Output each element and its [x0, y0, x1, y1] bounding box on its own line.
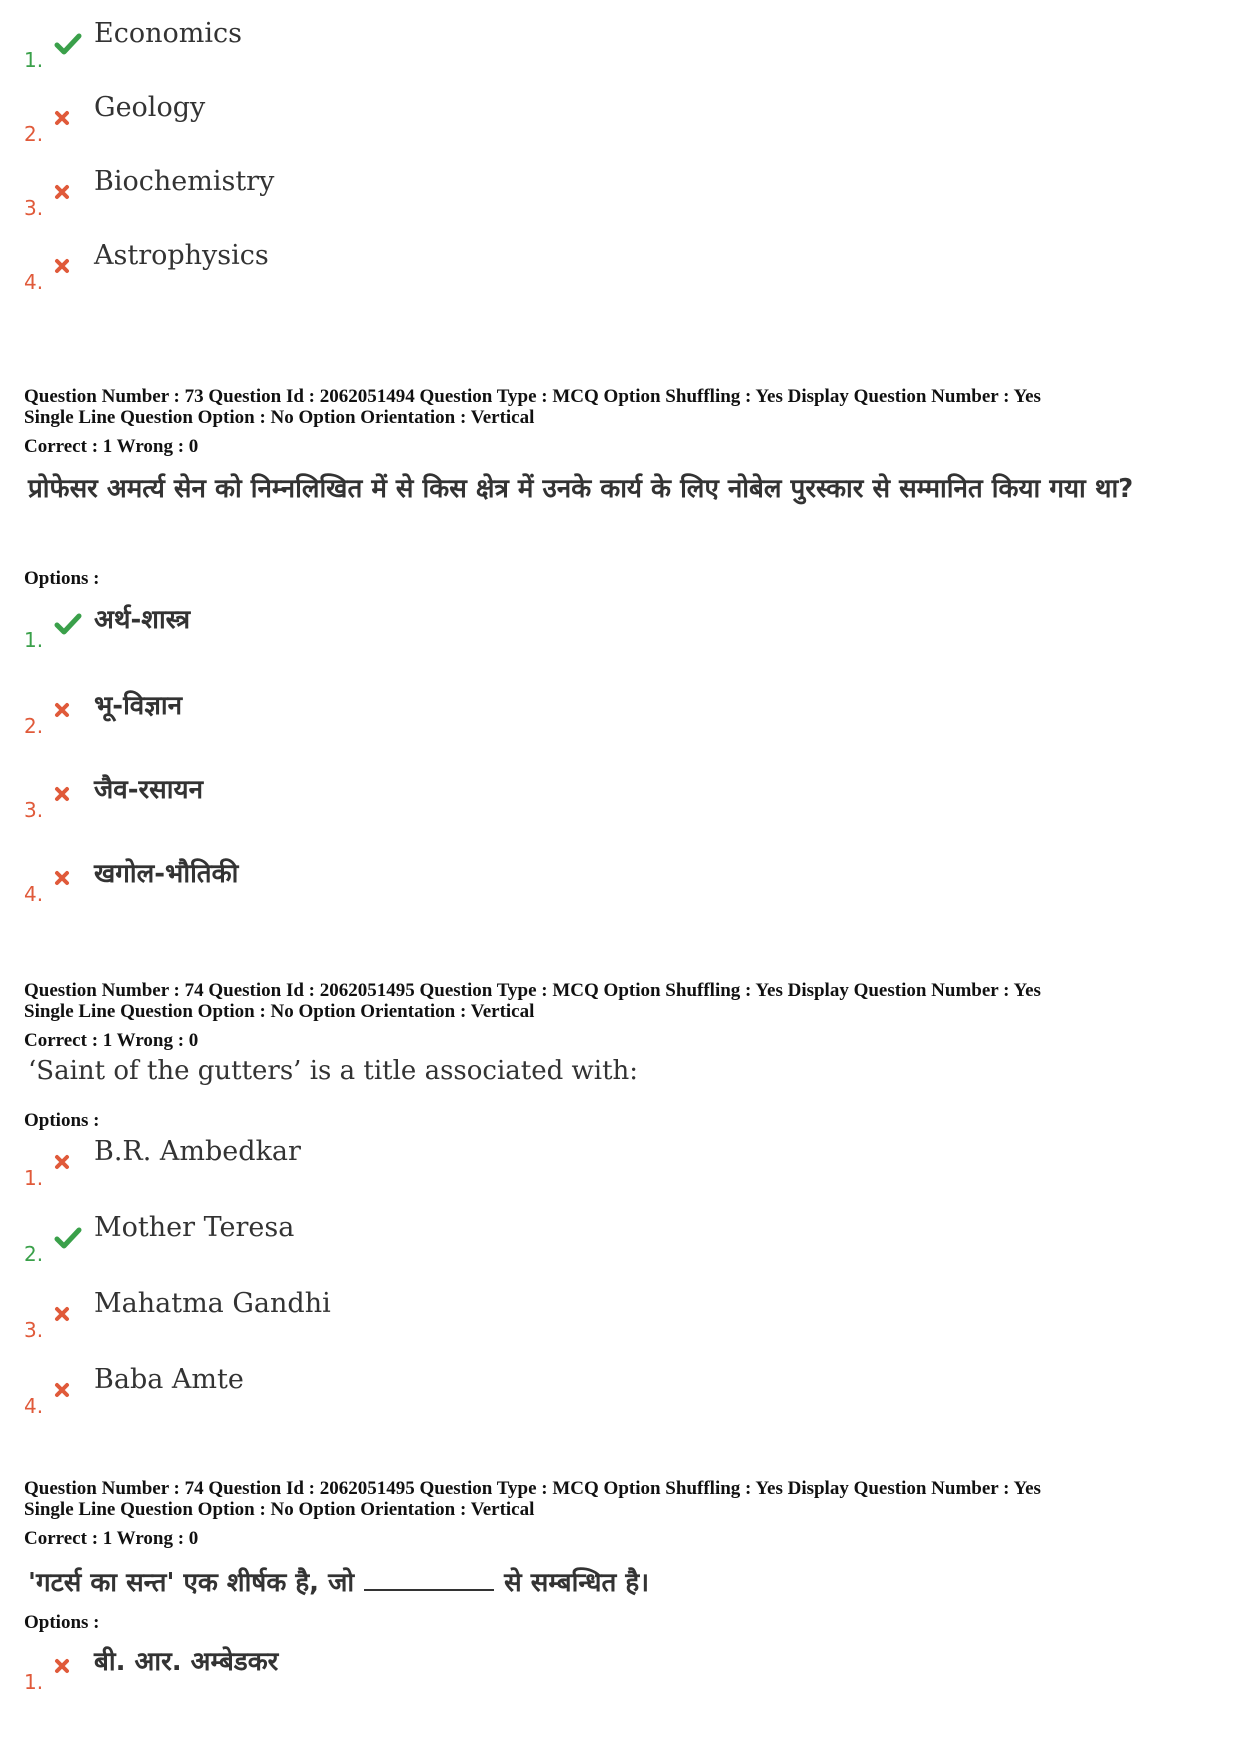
q73-options-label: Options :	[24, 568, 100, 589]
cross-icon	[54, 1658, 70, 1674]
q74-option-2	[24, 1212, 1124, 1266]
check-icon	[54, 32, 82, 56]
option-number: 1.	[24, 1670, 44, 1694]
option-text: B.R. Ambedkar	[94, 1136, 301, 1167]
option-text: जैव-रसायन	[94, 775, 203, 805]
cross-icon	[54, 1154, 70, 1170]
q73-question-text: प्रोफेसर अमर्त्य सेन को निम्नलिखित में से किस क्षेत्र में उनके कार्य के लिए नोबेल पुरस्कार से सम्मानित किया गया था?	[28, 474, 1134, 504]
option-number: 4.	[24, 270, 44, 294]
option-text: भू-विज्ञान	[94, 691, 183, 721]
q74-score: Correct : 1 Wrong : 0	[24, 1030, 199, 1051]
q74-option-4	[24, 1364, 1124, 1418]
check-icon	[54, 1226, 82, 1250]
check-icon	[54, 612, 82, 636]
q74-hindi-options-label: Options :	[24, 1612, 100, 1633]
option-text: बी. आर. अम्बेडकर	[94, 1647, 279, 1677]
q72-option-1	[24, 18, 1124, 72]
option-number: 3.	[24, 1318, 44, 1342]
option-number: 1.	[24, 628, 44, 652]
cross-icon	[54, 786, 70, 802]
option-number: 1.	[24, 48, 44, 72]
question-part: से सम्बन्धित है।	[504, 1568, 650, 1598]
q73-score: Correct : 1 Wrong : 0	[24, 436, 199, 457]
option-text: Mahatma Gandhi	[94, 1288, 331, 1319]
option-text: अर्थ-शास्त्र	[94, 605, 191, 635]
meta-line: Question Number : 74 Question Id : 2062051495 Question Type : MCQ Option Shuffling : Yes Display Question Number : Yes	[24, 980, 1041, 1001]
q73-option-4	[24, 859, 1124, 906]
option-number: 2.	[24, 1242, 44, 1266]
option-number: 4.	[24, 1394, 44, 1418]
q74-metadata	[24, 980, 1224, 1022]
meta-line: Question Number : 74 Question Id : 2062051495 Question Type : MCQ Option Shuffling : Yes Display Question Number : Yes	[24, 1478, 1041, 1499]
q73-option-2	[24, 691, 1124, 738]
q74-option-1	[24, 1136, 1124, 1190]
option-text: Baba Amte	[94, 1364, 244, 1395]
option-number: 2.	[24, 122, 44, 146]
option-number: 2.	[24, 714, 44, 738]
q72-option-2	[24, 92, 1124, 146]
q74-hindi-question-text	[28, 1560, 1208, 1606]
option-text: Mother Teresa	[94, 1212, 295, 1243]
q74-hindi-option-1	[24, 1647, 1124, 1694]
option-number: 3.	[24, 798, 44, 822]
option-number: 4.	[24, 882, 44, 906]
q74-question-text: ‘Saint of the gutters’ is a title associated with:	[28, 1056, 639, 1086]
q73-metadata	[24, 386, 1224, 428]
q73-option-3	[24, 775, 1124, 822]
cross-icon	[54, 110, 70, 126]
cross-icon	[54, 258, 70, 274]
option-text: Astrophysics	[94, 240, 269, 271]
cross-icon	[54, 1306, 70, 1322]
q74-option-3	[24, 1288, 1124, 1342]
fill-in-blank	[364, 1589, 494, 1591]
q72-option-4	[24, 240, 1124, 294]
option-number: 1.	[24, 1166, 44, 1190]
q74-options-label: Options :	[24, 1110, 100, 1131]
option-text: Geology	[94, 92, 206, 123]
q73-option-1	[24, 605, 1124, 652]
meta-line: Single Line Question Option : No Option Orientation : Vertical	[24, 407, 535, 428]
option-number: 3.	[24, 196, 44, 220]
meta-line: Question Number : 73 Question Id : 2062051494 Question Type : MCQ Option Shuffling : Yes Display Question Number : Yes	[24, 386, 1041, 407]
q72-option-3	[24, 166, 1124, 220]
question-part: 'गटर्स का सन्त' एक शीर्षक है, जो	[28, 1568, 355, 1598]
cross-icon	[54, 702, 70, 718]
q74-hindi-score: Correct : 1 Wrong : 0	[24, 1528, 199, 1549]
meta-line: Single Line Question Option : No Option Orientation : Vertical	[24, 1499, 535, 1520]
option-text: खगोल-भौतिकी	[94, 859, 239, 889]
cross-icon	[54, 184, 70, 200]
option-text: Biochemistry	[94, 166, 275, 197]
cross-icon	[54, 870, 70, 886]
meta-line: Single Line Question Option : No Option Orientation : Vertical	[24, 1001, 535, 1022]
option-text: Economics	[94, 18, 242, 49]
q74-hindi-metadata	[24, 1478, 1224, 1520]
cross-icon	[54, 1382, 70, 1398]
